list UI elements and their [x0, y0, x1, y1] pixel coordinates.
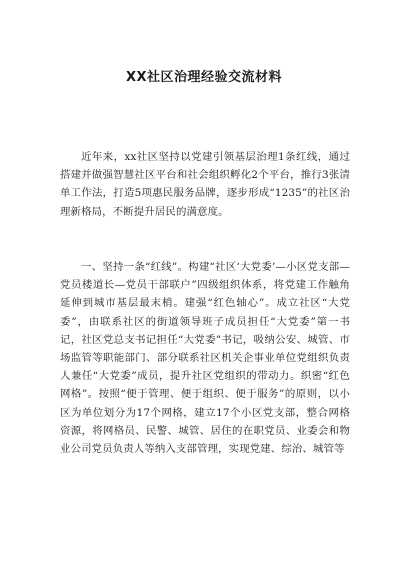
document-title: XX社区治理经验交流材料 [125, 70, 283, 85]
paragraph-intro: 近年来，xx社区坚持以党建引领基层治理1条红线，通过搭建并做强智慧社区平台和社会组织孵化2个平台，推行3张清单工作法，打造5项惠民服务品牌，逐步形成“1235”的社区治理新格局，不断提升居民的满意度。 [60, 151, 350, 218]
paragraph-section-one: 一、坚持一条“红线”。构建“社区‘大党委’—小区党支部—党员楼道长—党员干部联户”四级组织体系，将党建工作触角延伸到城市基层最末梢。建强“红色轴心”。成立社区“大党委”，由联系社区的街道领导班子成员担任“大党委”第一书记，社区党总支书记担任“大党委”书记，吸纳公安、城管、市场监管等职能部门、部分联系社区机关企事业单位党组织负责人兼任“大党委”成员，提升社区党组织的带动力。织密“红色网格”。按照“便于管理、便于组织、便于服务”的原则，以小区为单位划分为17个网格，建立17个小区党支部，整合网格资源，将网格员、民警、城管、居住的在职党员、业委会和物业公司党员负责人等纳入支部管理，实现党建、综治、城管等 [60, 261, 350, 456]
